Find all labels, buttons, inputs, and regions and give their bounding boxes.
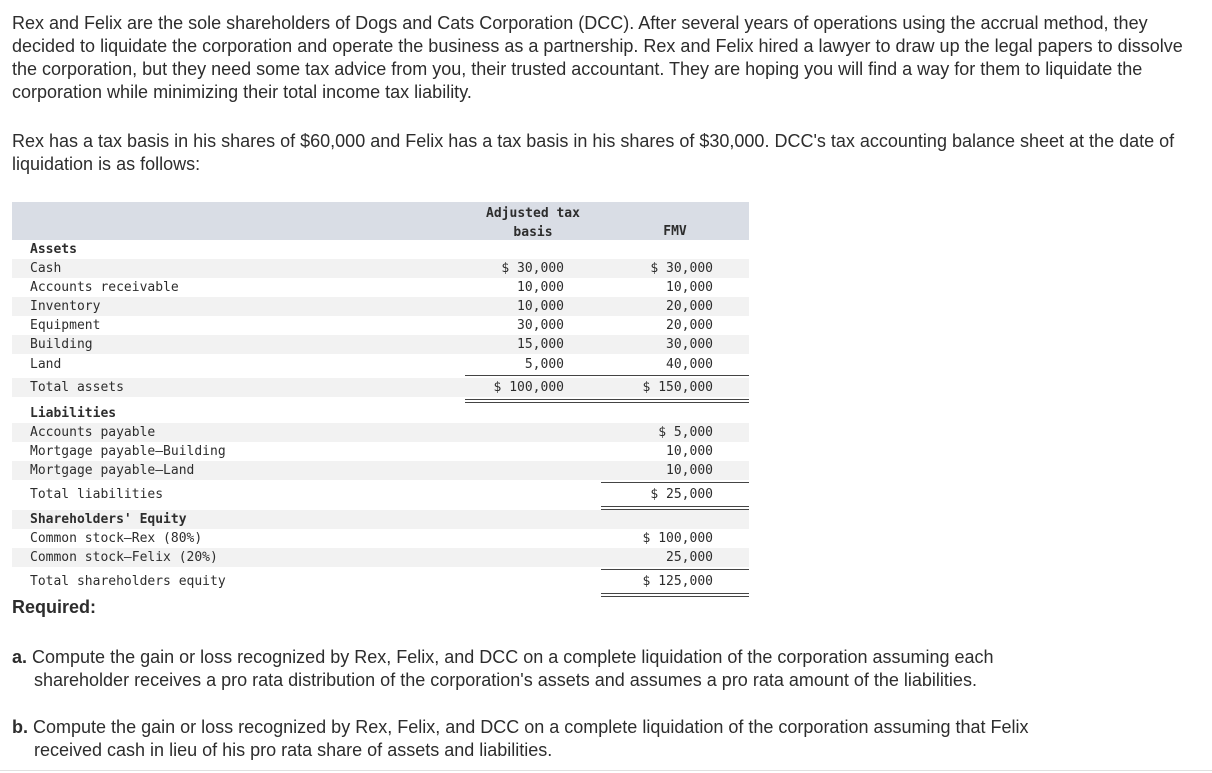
question-text-cont: received cash in lieu of his pro rata share of assets and liabilities. <box>34 740 553 760</box>
table-row <box>12 297 749 316</box>
fmv-total: $ 150,000 <box>642 380 713 395</box>
basis-total: $ 100,000 <box>493 380 564 395</box>
table-row <box>12 316 749 335</box>
required-heading: Required: <box>12 597 97 617</box>
question-text-cont: shareholder receives a pro rata distribution of the corporation's assets and assumes a pro rata amount of the liabilities. <box>34 670 977 690</box>
row-label: Land <box>30 357 62 372</box>
fmv-total: $ 25,000 <box>650 487 713 502</box>
table-row <box>12 278 749 297</box>
fmv-value: $ 5,000 <box>658 425 713 440</box>
row-label: Cash <box>30 261 62 276</box>
subtotal-rule <box>465 375 601 376</box>
question-text: Compute the gain or loss recognized by Rex, Felix, and DCC on a complete liquidation of the corporation assuming each <box>32 647 994 667</box>
fmv-value: 40,000 <box>666 357 713 372</box>
fmv-total: $ 125,000 <box>642 574 713 589</box>
row-label: Total assets <box>30 380 124 395</box>
double-rule <box>465 399 601 403</box>
fmv-value: 20,000 <box>666 299 713 314</box>
question-letter: a. <box>12 647 28 667</box>
row-label: Total shareholders equity <box>30 574 226 589</box>
row-label: Equipment <box>30 318 101 333</box>
basis-value: 15,000 <box>517 337 564 352</box>
liabilities-heading: Liabilities <box>30 406 117 421</box>
subtotal-rule <box>601 569 749 570</box>
assets-heading-row <box>12 240 749 259</box>
row-label: Mortgage payable—Land <box>30 463 195 478</box>
row-label: Mortgage payable—Building <box>30 444 226 459</box>
liabilities-heading-row <box>12 404 749 423</box>
table-row <box>12 335 749 354</box>
intro-paragraph: Rex and Felix are the sole shareholders of Dogs and Cats Corporation (DCC). After several years of operations using the accrual method, they decided to liquidate the corporation and operate the business as a partnership. Rex and Felix hired a lawyer to draw up the legal papers to dissolve the corporation, but they need some tax advice from you, their trusted accountant. They are hoping you will find a way for them to liquidate the corporation while minimizing their total income tax liability. <box>12 13 1183 102</box>
fmv-value: $ 100,000 <box>642 531 713 546</box>
table-row <box>12 259 749 278</box>
row-label: Total liabilities <box>30 487 164 502</box>
table-row <box>12 461 749 480</box>
assets-heading: Assets <box>30 242 77 257</box>
fmv-value: 10,000 <box>666 280 713 295</box>
table-row <box>12 423 749 442</box>
question-text: Compute the gain or loss recognized by Rex, Felix, and DCC on a complete liquidation of the corporation assuming that Felix <box>33 717 1029 737</box>
fmv-value: $ 30,000 <box>650 261 713 276</box>
basis-value: 10,000 <box>517 299 564 314</box>
basis-value: $ 30,000 <box>501 261 564 276</box>
row-label: Building <box>30 337 93 352</box>
row-label: Inventory <box>30 299 101 314</box>
equity-heading: Shareholders' Equity <box>30 512 187 527</box>
basis-value: 5,000 <box>524 357 564 372</box>
total-liabilities-row <box>12 485 749 504</box>
divider <box>0 770 1212 771</box>
basis-value: 30,000 <box>517 318 564 333</box>
equity-heading-row <box>12 510 749 529</box>
question-b <box>12 716 1197 762</box>
question-letter: b. <box>12 717 28 737</box>
fmv-value: 25,000 <box>666 550 713 565</box>
double-rule <box>601 593 749 597</box>
total-equity-row <box>12 572 749 591</box>
col-header-fmv: FMV <box>663 224 687 239</box>
basis-value: 10,000 <box>517 280 564 295</box>
basis-paragraph: Rex has a tax basis in his shares of $60,000 and Felix has a tax basis in his shares of $30,000. DCC's tax accounting balance sheet at the date of liquidation is as follows: <box>12 131 1175 174</box>
row-label: Common stock—Rex (80%) <box>30 531 203 546</box>
fmv-value: 10,000 <box>666 444 713 459</box>
subtotal-rule <box>601 375 749 376</box>
table-row <box>12 442 749 461</box>
row-label: Accounts receivable <box>30 280 179 295</box>
subtotal-rule <box>601 482 749 483</box>
question-a <box>12 646 1197 692</box>
double-rule <box>601 399 749 403</box>
fmv-value: 30,000 <box>666 337 713 352</box>
table-row <box>12 548 749 567</box>
total-assets-row <box>12 378 749 397</box>
fmv-value: 10,000 <box>666 463 713 478</box>
table-row <box>12 529 749 548</box>
table-header <box>12 202 749 240</box>
fmv-value: 20,000 <box>666 318 713 333</box>
row-label: Accounts payable <box>30 425 156 440</box>
row-label: Common stock—Felix (20%) <box>30 550 218 565</box>
col-header-basis: Adjusted tax basis <box>486 206 580 240</box>
table-row <box>12 355 749 374</box>
